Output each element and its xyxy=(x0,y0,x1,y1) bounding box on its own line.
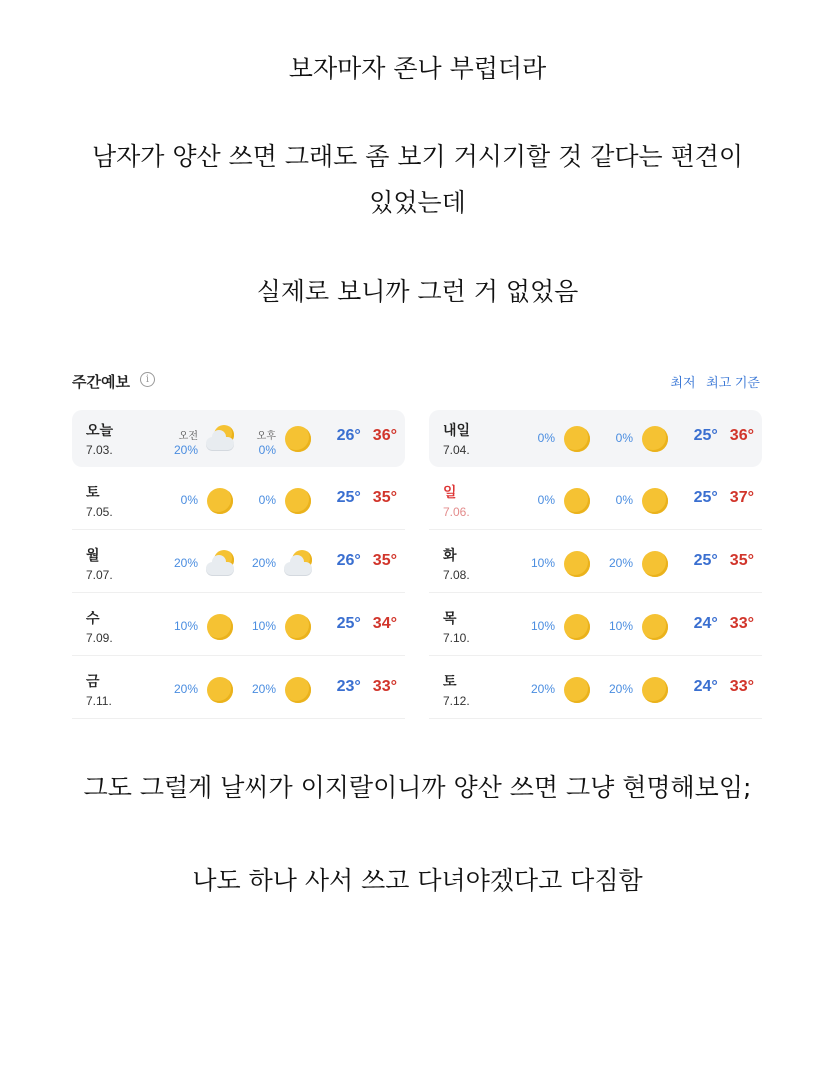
max-temp: 35° xyxy=(372,552,397,569)
day-label: 토 xyxy=(86,484,100,500)
temperature-range xyxy=(694,489,754,507)
pm-forecast xyxy=(601,410,671,467)
sunny-icon xyxy=(284,676,312,704)
sort-max-button[interactable]: 최고 기준 xyxy=(706,375,760,390)
pm-rain-chance: 0% xyxy=(615,493,633,507)
am-forecast xyxy=(166,410,236,467)
date-label: 7.03. xyxy=(86,443,113,457)
min-temp: 25° xyxy=(693,427,718,444)
day-label: 오늘 xyxy=(86,422,114,438)
forecast-row[interactable] xyxy=(72,598,405,656)
am-forecast xyxy=(523,410,593,467)
am-rain-chance: 20% xyxy=(173,556,198,570)
max-temp: 36° xyxy=(372,427,397,444)
sunny-icon xyxy=(284,425,312,453)
am-rain-chance: 10% xyxy=(173,619,198,633)
sunny-icon xyxy=(284,613,312,641)
partly-cloudy-icon xyxy=(284,550,312,578)
post-line-2a: 남자가 양산 쓰면 그래도 좀 보기 거시기할 것 같다는 편견이 xyxy=(91,142,744,171)
pm-forecast xyxy=(601,661,671,718)
max-temp: 35° xyxy=(372,489,397,506)
date-label: 7.06. xyxy=(443,505,470,519)
pm-forecast xyxy=(601,472,671,529)
date-label: 7.05. xyxy=(86,505,113,519)
sunny-icon xyxy=(563,613,591,641)
forecast-column-left xyxy=(72,410,405,724)
date-label: 7.09. xyxy=(86,631,113,645)
min-temp: 25° xyxy=(336,489,361,506)
pm-rain-chance: 20% xyxy=(251,682,276,696)
temperature-range xyxy=(694,427,754,445)
date-label: 7.04. xyxy=(443,443,470,457)
pm-rain-chance: 0% xyxy=(615,431,633,445)
partly-cloudy-icon xyxy=(206,550,234,578)
sunny-icon xyxy=(641,550,669,578)
sunny-icon xyxy=(206,676,234,704)
am-rain-chance: 20% xyxy=(173,443,198,457)
pm-rain-chance: 20% xyxy=(608,556,633,570)
sunny-icon xyxy=(563,425,591,453)
sort-options xyxy=(663,372,760,391)
am-rain-chance: 10% xyxy=(530,619,555,633)
pm-forecast xyxy=(244,410,314,467)
forecast-row[interactable] xyxy=(72,535,405,593)
pm-forecast xyxy=(244,661,314,718)
max-temp: 36° xyxy=(729,427,754,444)
temperature-range xyxy=(337,615,397,633)
sunny-icon xyxy=(641,676,669,704)
am-forecast xyxy=(166,661,236,718)
day-label: 화 xyxy=(443,547,457,563)
sunny-icon xyxy=(206,487,234,515)
temperature-range xyxy=(337,427,397,445)
am-rain-chance: 0% xyxy=(537,431,555,445)
date-label: 7.08. xyxy=(443,568,470,582)
am-rain-chance: 0% xyxy=(537,493,555,507)
weekly-forecast-widget xyxy=(70,366,762,718)
temperature-range xyxy=(337,489,397,507)
date-label: 7.10. xyxy=(443,631,470,645)
pm-rain-chance: 0% xyxy=(258,493,276,507)
forecast-title: 주간예보 xyxy=(72,374,130,391)
day-label: 토 xyxy=(443,673,457,689)
pm-rain-chance: 0% xyxy=(258,443,276,457)
sunny-icon xyxy=(563,487,591,515)
am-rain-chance: 10% xyxy=(530,556,555,570)
day-label: 일 xyxy=(443,484,457,500)
max-temp: 33° xyxy=(372,678,397,695)
temperature-range xyxy=(694,615,754,633)
am-rain-chance: 0% xyxy=(180,493,198,507)
pm-rain-chance: 20% xyxy=(608,682,633,696)
post-line-4: 그도 그럴게 날씨가 이지랄이니까 양산 쓰면 그냥 현명해보임; xyxy=(83,773,752,802)
day-label: 금 xyxy=(86,673,100,689)
am-forecast xyxy=(523,661,593,718)
max-temp: 34° xyxy=(372,615,397,632)
min-temp: 23° xyxy=(336,678,361,695)
day-label: 목 xyxy=(443,610,457,626)
min-temp: 24° xyxy=(693,678,718,695)
am-forecast xyxy=(523,598,593,655)
sort-min-button[interactable]: 최저 xyxy=(670,375,696,390)
day-label: 월 xyxy=(86,547,100,563)
sunny-icon xyxy=(641,425,669,453)
partly-cloudy-icon xyxy=(206,425,234,453)
am-forecast xyxy=(523,535,593,592)
am-forecast xyxy=(166,598,236,655)
temperature-range xyxy=(337,678,397,696)
max-temp: 33° xyxy=(729,678,754,695)
day-label: 내일 xyxy=(443,422,471,438)
pm-forecast xyxy=(244,472,314,529)
forecast-row[interactable] xyxy=(72,410,405,467)
sunny-icon xyxy=(563,676,591,704)
forecast-row[interactable] xyxy=(429,661,762,719)
forecast-row[interactable] xyxy=(429,535,762,593)
date-label: 7.12. xyxy=(443,694,470,708)
forecast-row[interactable] xyxy=(72,472,405,530)
min-temp: 25° xyxy=(693,489,718,506)
sunny-icon xyxy=(563,550,591,578)
pm-forecast xyxy=(244,598,314,655)
pm-forecast xyxy=(601,598,671,655)
min-temp: 24° xyxy=(693,615,718,632)
am-label: 오전 xyxy=(178,431,198,442)
date-label: 7.07. xyxy=(86,568,113,582)
sunny-icon xyxy=(206,613,234,641)
info-icon[interactable]: i xyxy=(140,372,155,387)
pm-rain-chance: 10% xyxy=(251,619,276,633)
min-temp: 25° xyxy=(693,552,718,569)
pm-label: 오후 xyxy=(256,431,276,442)
am-forecast xyxy=(166,535,236,592)
min-temp: 26° xyxy=(336,552,361,569)
forecast-column-right xyxy=(429,410,762,724)
max-temp: 33° xyxy=(729,615,754,632)
am-rain-chance: 20% xyxy=(173,682,198,696)
temperature-range xyxy=(694,552,754,570)
post-line-5: 나도 하나 사서 쓰고 다녀야겠다고 다짐함 xyxy=(192,866,643,895)
min-temp: 25° xyxy=(336,615,361,632)
forecast-row[interactable] xyxy=(429,598,762,656)
pm-rain-chance: 10% xyxy=(608,619,633,633)
temperature-range xyxy=(694,678,754,696)
forecast-row[interactable] xyxy=(429,410,762,467)
post-line-1: 보자마자 존나 부럽더라 xyxy=(288,54,547,83)
pm-forecast xyxy=(244,535,314,592)
pm-rain-chance: 20% xyxy=(251,556,276,570)
max-temp: 35° xyxy=(729,552,754,569)
post-line-2b: 있었는데 xyxy=(369,188,466,217)
temperature-range xyxy=(337,552,397,570)
day-label: 수 xyxy=(86,610,100,626)
forecast-header xyxy=(70,366,762,394)
sunny-icon xyxy=(284,487,312,515)
am-rain-chance: 20% xyxy=(530,682,555,696)
am-forecast xyxy=(523,472,593,529)
forecast-row[interactable] xyxy=(72,661,405,719)
sunny-icon xyxy=(641,613,669,641)
min-temp: 26° xyxy=(336,427,361,444)
date-label: 7.11. xyxy=(86,694,112,708)
am-forecast xyxy=(166,472,236,529)
forecast-row[interactable] xyxy=(429,472,762,530)
post-line-3: 실제로 보니까 그런 거 없었음 xyxy=(256,277,579,306)
pm-forecast xyxy=(601,535,671,592)
max-temp: 37° xyxy=(729,489,754,506)
sunny-icon xyxy=(641,487,669,515)
